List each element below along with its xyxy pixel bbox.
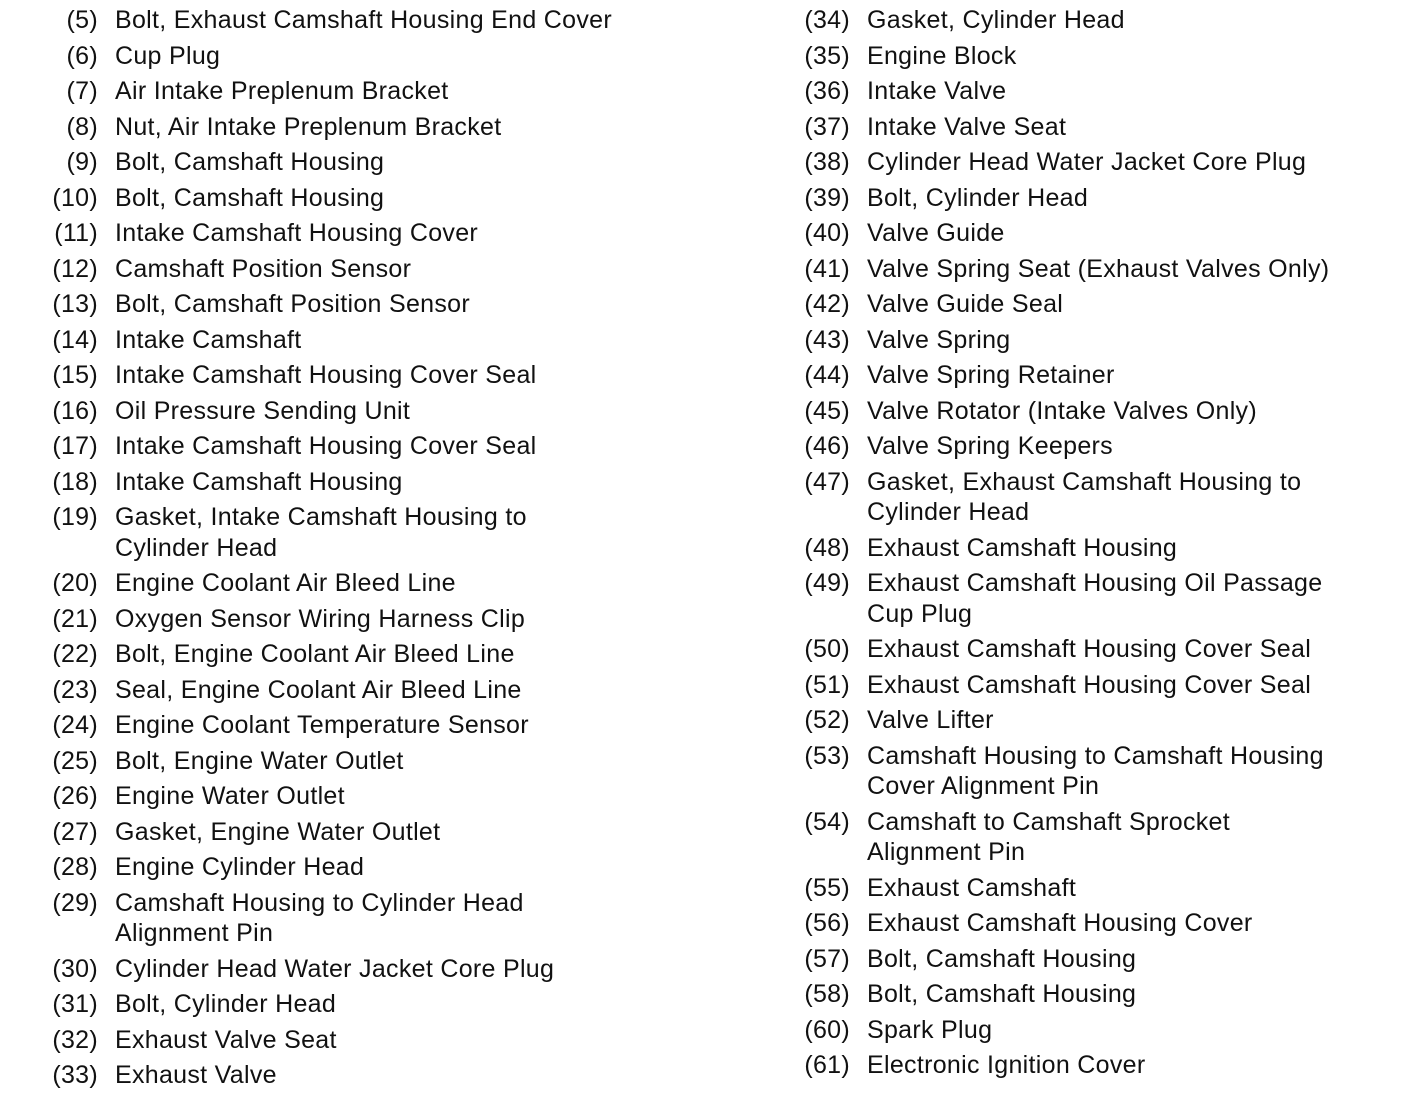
legend-item-label xyxy=(115,254,688,285)
legend-item xyxy=(38,41,688,72)
legend-item-label-line: Gasket, Cylinder Head xyxy=(867,6,1125,34)
legend-item-label-line: Intake Valve xyxy=(867,77,1007,105)
legend-item xyxy=(38,289,688,320)
legend-item-label xyxy=(115,710,688,741)
legend-item-label xyxy=(867,908,1400,939)
legend-item-number: (24) xyxy=(52,711,98,739)
legend-item xyxy=(790,568,1400,629)
legend-item xyxy=(38,396,688,427)
legend-item-number: (16) xyxy=(52,396,98,425)
legend-item xyxy=(790,254,1400,285)
legend-item xyxy=(38,76,688,107)
legend-item xyxy=(790,873,1400,904)
legend-item-number: (46) xyxy=(804,432,850,460)
legend-item-number: (50) xyxy=(804,635,850,663)
legend-item-number: (40) xyxy=(804,219,850,247)
legend-item-label xyxy=(115,396,688,427)
legend-item-label-line: Exhaust Camshaft Housing xyxy=(867,533,1178,562)
legend-item-number: (12) xyxy=(52,254,98,283)
legend-item xyxy=(790,467,1400,528)
legend-item-label-line: Oil Pressure Sending Unit xyxy=(115,396,411,425)
legend-item-label xyxy=(867,467,1400,528)
legend-item xyxy=(790,807,1400,868)
legend-item-label xyxy=(867,944,1400,975)
legend-item-number: (22) xyxy=(52,640,98,668)
legend-item xyxy=(38,254,688,285)
legend-item-number: (54) xyxy=(804,807,850,836)
legend-item xyxy=(38,218,688,249)
legend-column-right xyxy=(790,5,1400,1086)
legend-item-label-line: Seal, Engine Coolant Air Bleed Line xyxy=(115,675,522,704)
legend-item-number: (42) xyxy=(804,290,850,318)
legend-item-label xyxy=(115,360,688,391)
legend-item-label-line: Engine Coolant Temperature Sensor xyxy=(115,711,529,739)
legend-item-label xyxy=(115,746,688,777)
legend-item-label-line: Cylinder Head Water Jacket Core Plug xyxy=(867,148,1307,176)
legend-item-label-line: Alignment Pin xyxy=(115,919,274,947)
legend-item-number: (11) xyxy=(54,219,98,247)
legend-item-number: (53) xyxy=(804,741,850,770)
legend-item xyxy=(790,944,1400,975)
legend-item-number: (31) xyxy=(52,990,98,1018)
legend-item xyxy=(38,675,688,706)
legend-item-label xyxy=(867,76,1400,107)
legend-item xyxy=(790,183,1400,214)
legend-item-number: (35) xyxy=(804,41,850,70)
legend-item-number: (29) xyxy=(52,888,98,917)
legend-item-number: (26) xyxy=(52,782,98,810)
legend-item-label-line: Camshaft to Camshaft Sprocket xyxy=(867,807,1231,836)
legend-item-label-line: Engine Water Outlet xyxy=(115,782,345,810)
legend-item-label-line: Cylinder Head Water Jacket Core Plug xyxy=(115,954,555,983)
legend-item-number: (17) xyxy=(52,432,98,460)
legend-item-label xyxy=(867,41,1400,72)
legend-item xyxy=(38,954,688,985)
legend-item-label-line: Cover Alignment Pin xyxy=(867,772,1100,800)
legend-item-label xyxy=(867,979,1400,1010)
legend-item xyxy=(790,670,1400,701)
legend-item-number: (44) xyxy=(804,361,850,389)
legend-item-label-line: Camshaft Position Sensor xyxy=(115,254,412,283)
legend-item-label xyxy=(115,1060,688,1091)
legend-item-number: (47) xyxy=(804,467,850,496)
legend-item-number: (6) xyxy=(66,41,98,70)
legend-item-label-line: Engine Coolant Air Bleed Line xyxy=(115,569,456,597)
legend-item xyxy=(38,5,688,36)
legend-item-label xyxy=(867,396,1400,427)
legend-item-label xyxy=(867,360,1400,391)
legend-item-number: (61) xyxy=(804,1051,850,1079)
legend-item-number: (55) xyxy=(804,873,850,902)
legend-item-label-line: Valve Spring Seat (Exhaust Valves Only) xyxy=(867,254,1330,283)
legend-item xyxy=(38,989,688,1020)
legend-item-number: (7) xyxy=(66,77,98,105)
legend-item-label-line: Intake Camshaft Housing xyxy=(115,467,403,496)
legend-item-label-line: Gasket, Intake Camshaft Housing to xyxy=(115,503,527,531)
legend-item xyxy=(38,467,688,498)
legend-item-label-line: Cup Plug xyxy=(867,599,973,628)
legend-item-label xyxy=(867,254,1400,285)
legend-item-label-line: Exhaust Camshaft Housing Cover Seal xyxy=(867,670,1312,699)
legend-item-number: (56) xyxy=(804,909,850,937)
legend-item-label-line: Electronic Ignition Cover xyxy=(867,1051,1146,1079)
legend-item xyxy=(790,396,1400,427)
legend-item xyxy=(38,746,688,777)
legend-item-number: (21) xyxy=(52,604,98,633)
legend-item-label-line: Bolt, Engine Water Outlet xyxy=(115,746,404,775)
legend-item-number: (39) xyxy=(804,183,850,212)
legend-item-label xyxy=(115,675,688,706)
legend-item-number: (23) xyxy=(52,675,98,704)
legend-item-label-line: Bolt, Exhaust Camshaft Housing End Cover xyxy=(115,6,612,34)
legend-item-label-line: Oxygen Sensor Wiring Harness Clip xyxy=(115,604,526,633)
legend-item-number: (18) xyxy=(52,467,98,496)
legend-item-label-line: Intake Camshaft Housing Cover Seal xyxy=(115,361,537,389)
legend-item-label-line: Bolt, Camshaft Housing xyxy=(867,980,1137,1008)
legend-item-label xyxy=(115,289,688,320)
legend-item-label-line: Valve Spring Retainer xyxy=(867,361,1115,389)
legend-item-label-line: Intake Valve Seat xyxy=(867,112,1067,141)
legend-item xyxy=(38,183,688,214)
legend-item-label-line: Air Intake Preplenum Bracket xyxy=(115,77,449,105)
legend-item-label-line: Spark Plug xyxy=(867,1015,993,1044)
legend-item-number: (8) xyxy=(66,112,98,141)
legend-item xyxy=(790,41,1400,72)
legend-item-label-line: Exhaust Camshaft xyxy=(867,873,1077,902)
legend-item-number: (41) xyxy=(804,254,850,283)
legend-item xyxy=(790,1050,1400,1081)
legend-item-label-line: Camshaft Housing to Camshaft Housing xyxy=(867,741,1324,770)
legend-column-left xyxy=(38,5,688,1096)
legend-item-number: (14) xyxy=(52,325,98,354)
legend-item xyxy=(790,218,1400,249)
legend-item-label xyxy=(115,954,688,985)
legend-item-label xyxy=(867,431,1400,462)
legend-item-label xyxy=(115,502,688,563)
legend-item-label-line: Intake Camshaft Housing Cover xyxy=(115,219,479,247)
legend-item-label xyxy=(115,112,688,143)
legend-item-label-line: Gasket, Exhaust Camshaft Housing to xyxy=(867,467,1302,496)
legend-item xyxy=(38,710,688,741)
legend-item-number: (45) xyxy=(804,396,850,425)
legend-item-label xyxy=(867,533,1400,564)
legend-item-label-line: Cup Plug xyxy=(115,41,221,70)
legend-item xyxy=(38,360,688,391)
legend-item-label xyxy=(867,807,1400,868)
legend-item-number: (57) xyxy=(804,944,850,973)
legend-item-label xyxy=(115,781,688,812)
legend-item-number: (15) xyxy=(52,361,98,389)
legend-item xyxy=(38,1060,688,1091)
legend-item-label xyxy=(867,634,1400,665)
legend-item-label-line: Valve Spring xyxy=(867,325,1011,354)
legend-item-label xyxy=(115,888,688,949)
legend-item-label-line: Exhaust Camshaft Housing Cover Seal xyxy=(867,635,1312,663)
legend-item-number: (48) xyxy=(804,533,850,562)
legend-item-number: (36) xyxy=(804,77,850,105)
legend-item xyxy=(790,533,1400,564)
legend-item-label-line: Gasket, Engine Water Outlet xyxy=(115,817,441,846)
legend-item xyxy=(38,781,688,812)
legend-item-label-line: Bolt, Cylinder Head xyxy=(867,183,1089,212)
legend-item-label-line: Intake Camshaft Housing Cover Seal xyxy=(115,432,537,460)
legend-item xyxy=(790,289,1400,320)
legend-item-label-line: Engine Block xyxy=(867,41,1017,70)
legend-item-label xyxy=(115,147,688,178)
legend-item-label-line: Alignment Pin xyxy=(867,838,1026,866)
legend-item-label xyxy=(115,1025,688,1056)
legend-item-label xyxy=(115,568,688,599)
legend-item-number: (19) xyxy=(52,503,98,531)
legend-item xyxy=(38,147,688,178)
legend-item-label xyxy=(115,76,688,107)
legend-item-number: (38) xyxy=(804,148,850,176)
legend-item-label-line: Engine Cylinder Head xyxy=(115,853,365,881)
legend-item xyxy=(38,888,688,949)
legend-item-label-line: Valve Guide Seal xyxy=(867,290,1064,318)
legend-item xyxy=(790,76,1400,107)
legend-item xyxy=(38,639,688,670)
legend-item-label xyxy=(115,5,688,36)
legend-item-number: (30) xyxy=(52,954,98,983)
legend-item xyxy=(38,852,688,883)
legend-item-label xyxy=(115,604,688,635)
legend-item-number: (32) xyxy=(52,1025,98,1054)
legend-item-label xyxy=(867,1015,1400,1046)
legend-item xyxy=(790,741,1400,802)
legend-item-label xyxy=(867,1050,1400,1081)
legend-item-label-line: Nut, Air Intake Preplenum Bracket xyxy=(115,112,502,141)
legend-item xyxy=(790,112,1400,143)
legend-item xyxy=(790,360,1400,391)
legend-item-label xyxy=(115,817,688,848)
legend-item xyxy=(790,5,1400,36)
legend-item xyxy=(790,431,1400,462)
legend-item-number: (52) xyxy=(804,706,850,734)
legend-item-number: (43) xyxy=(804,325,850,354)
legend-item xyxy=(38,568,688,599)
legend-item-label-line: Bolt, Camshaft Housing xyxy=(115,183,385,212)
legend-item-label-line: Bolt, Camshaft Housing xyxy=(115,148,385,176)
legend-item-label-line: Exhaust Valve xyxy=(115,1061,277,1089)
legend-item-label xyxy=(115,41,688,72)
legend-item-label xyxy=(867,741,1400,802)
legend-item-label xyxy=(867,289,1400,320)
legend-item-number: (5) xyxy=(66,6,98,34)
legend-item-label xyxy=(867,670,1400,701)
legend-item-number: (25) xyxy=(52,746,98,775)
legend-item-label xyxy=(115,183,688,214)
legend-item-label-line: Bolt, Camshaft Housing xyxy=(867,944,1137,973)
legend-item-number: (49) xyxy=(804,569,850,597)
legend-item-label xyxy=(867,183,1400,214)
legend-item-label xyxy=(867,873,1400,904)
legend-item-number: (33) xyxy=(52,1061,98,1089)
legend-item-label xyxy=(115,639,688,670)
legend-item xyxy=(38,502,688,563)
legend-item-label xyxy=(867,705,1400,736)
legend-item-label xyxy=(115,989,688,1020)
legend-item xyxy=(790,634,1400,665)
legend-item xyxy=(790,325,1400,356)
legend-item xyxy=(38,112,688,143)
legend-item xyxy=(790,979,1400,1010)
legend-item-number: (10) xyxy=(52,183,98,212)
legend-item-number: (27) xyxy=(52,817,98,846)
legend-item-label xyxy=(115,218,688,249)
legend-item-label-line: Valve Guide xyxy=(867,219,1005,247)
legend-item-number: (58) xyxy=(804,980,850,1008)
legend-item-label-line: Exhaust Camshaft Housing Cover xyxy=(867,909,1253,937)
legend-item-label xyxy=(867,568,1400,629)
legend-item xyxy=(38,325,688,356)
legend-item-label-line: Cylinder Head xyxy=(115,533,278,562)
legend-item-label-line: Valve Rotator (Intake Valves Only) xyxy=(867,396,1257,425)
legend-item-label xyxy=(115,467,688,498)
legend-item xyxy=(790,705,1400,736)
legend-item-number: (51) xyxy=(804,670,850,699)
legend-item-label-line: Valve Spring Keepers xyxy=(867,432,1113,460)
legend-item xyxy=(38,431,688,462)
legend-item-number: (13) xyxy=(52,290,98,318)
legend-item-label-line: Camshaft Housing to Cylinder Head xyxy=(115,888,524,917)
legend-item-number: (20) xyxy=(52,569,98,597)
legend-item-number: (60) xyxy=(804,1015,850,1044)
legend-item-label xyxy=(867,147,1400,178)
legend-item xyxy=(790,908,1400,939)
legend-item-label xyxy=(867,112,1400,143)
legend-item-label-line: Exhaust Valve Seat xyxy=(115,1025,337,1054)
legend-item xyxy=(38,604,688,635)
legend-item-number: (34) xyxy=(804,6,850,34)
legend-item-label-line: Bolt, Engine Coolant Air Bleed Line xyxy=(115,640,515,668)
legend-item xyxy=(790,1015,1400,1046)
legend-item-label-line: Intake Camshaft xyxy=(115,325,302,354)
legend-item-label xyxy=(115,325,688,356)
legend-item-label xyxy=(867,325,1400,356)
legend-item-label xyxy=(115,431,688,462)
legend-item-label xyxy=(115,852,688,883)
legend-item-label-line: Cylinder Head xyxy=(867,498,1030,526)
legend-item-number: (9) xyxy=(66,148,98,176)
legend-item-label xyxy=(867,218,1400,249)
legend-item-label-line: Valve Lifter xyxy=(867,706,994,734)
legend-item xyxy=(38,817,688,848)
legend-item-number: (28) xyxy=(52,853,98,881)
legend-item-label-line: Exhaust Camshaft Housing Oil Passage xyxy=(867,569,1323,597)
legend-item xyxy=(38,1025,688,1056)
legend-item xyxy=(790,147,1400,178)
legend-item-label-line: Bolt, Cylinder Head xyxy=(115,990,337,1018)
legend-item-label xyxy=(867,5,1400,36)
legend-item-number: (37) xyxy=(804,112,850,141)
legend-item-label-line: Bolt, Camshaft Position Sensor xyxy=(115,290,470,318)
